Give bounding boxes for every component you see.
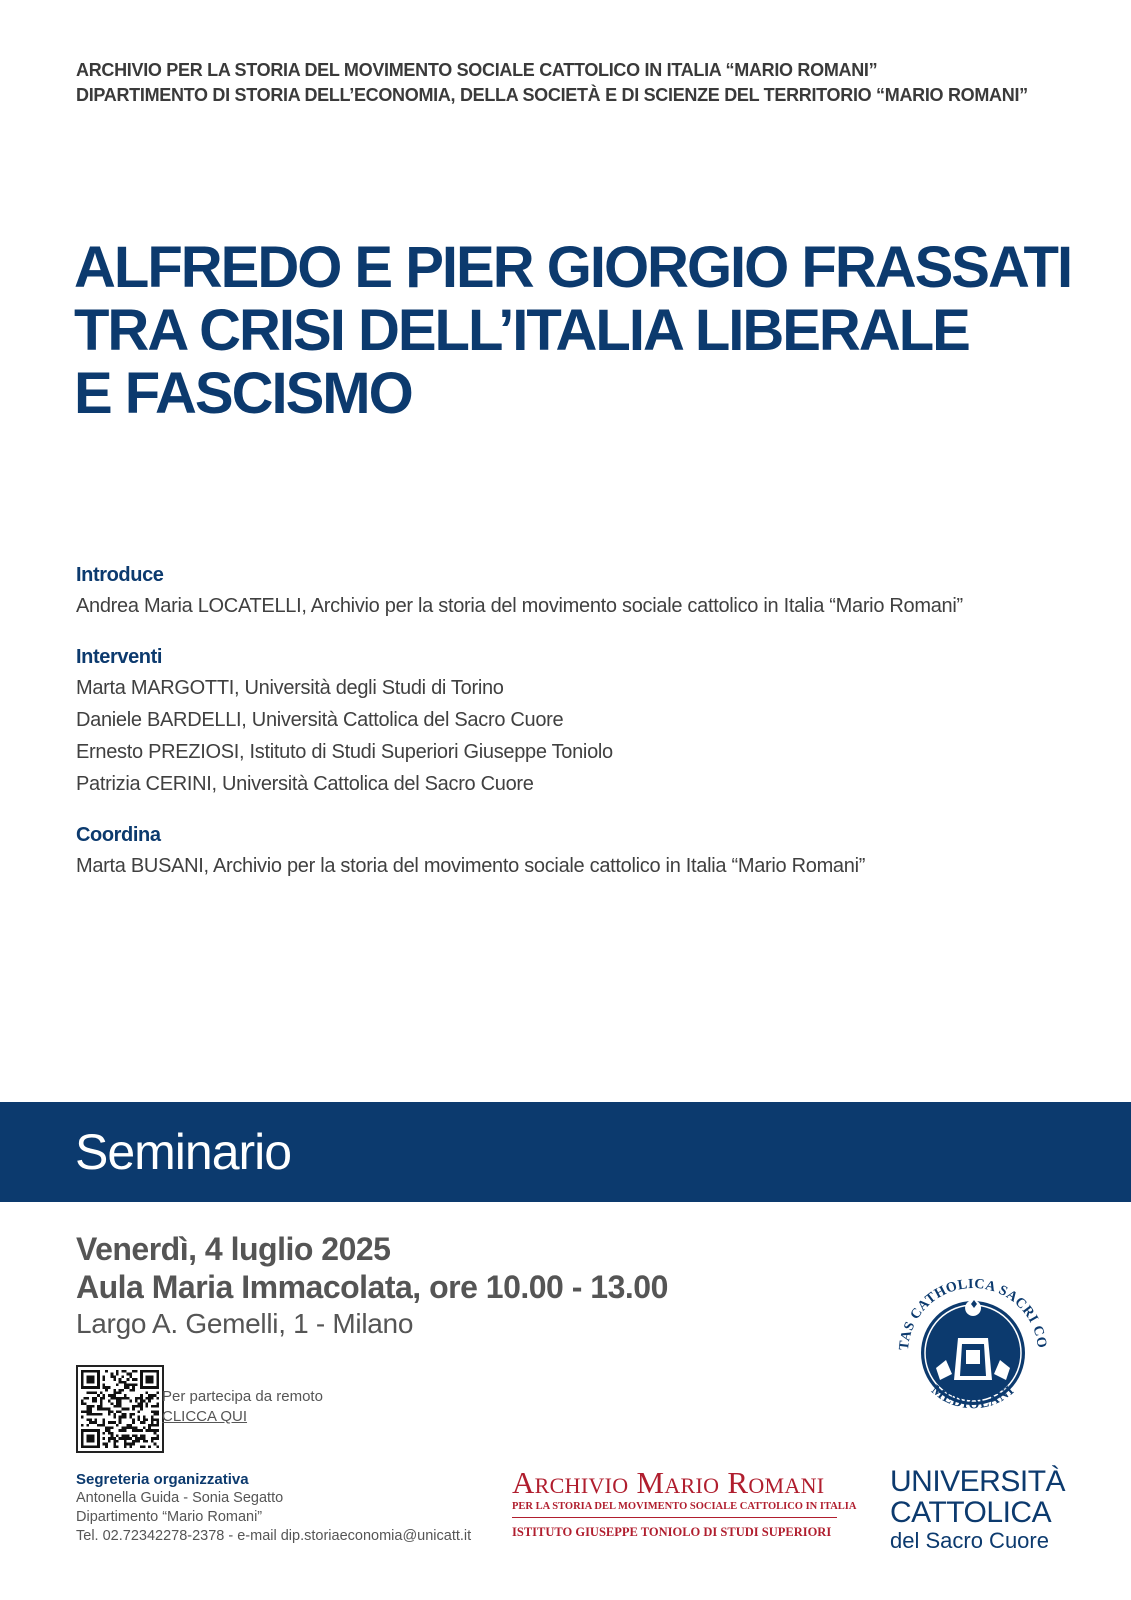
remote-text: Per partecipa da remoto [162, 1388, 323, 1405]
qr-code-icon[interactable] [76, 1365, 164, 1453]
archivio-subtitle-2: ISTITUTO GIUSEPPE TONIOLO DI STUDI SUPERIORI [512, 1525, 832, 1539]
section-label: Introduce [76, 564, 164, 586]
university-seal-icon [888, 1268, 1058, 1438]
speaker-line: Marta MARGOTTI, Università degli Studi di Torino [76, 677, 504, 699]
event-place-time: Aula Maria Immacolata, ore 10.00 - 13.00 [76, 1269, 668, 1305]
seminario-band [0, 1102, 1131, 1202]
segreteria-title: Segreteria organizzativa [76, 1471, 249, 1488]
header-line-1: ARCHIVIO PER LA STORIA DEL MOVIMENTO SOCIALE CATTOLICO IN ITALIA “MARIO ROMANI” [76, 60, 878, 80]
segreteria-contact: Tel. 02.72342278-2378 - e-mail dip.storiaeconomia@unicatt.it [76, 1528, 472, 1544]
section-introduce [76, 560, 1076, 622]
title-line-1: ALFREDO E PIER GIORGIO FRASSATI [74, 235, 1072, 300]
header [76, 58, 1028, 108]
archivio-subtitle: PER LA STORIA DEL MOVIMENTO SOCIALE CATTOLICO IN ITALIA [512, 1500, 837, 1518]
seal-text-bottom: MEDIOLANI [928, 1382, 1018, 1413]
page-title [74, 236, 1071, 425]
section-label: Coordina [76, 824, 161, 846]
ucsc-logo [890, 1466, 1065, 1554]
speaker-line: Daniele BARDELLI, Università Cattolica del Sacro Cuore [76, 709, 564, 731]
segreteria-names: Antonella Guida - Sonia Segatto [76, 1490, 284, 1506]
section-label: Interventi [76, 646, 163, 668]
speaker-line: Patrizia CERINI, Università Cattolica del Sacro Cuore [76, 773, 534, 795]
segreteria [76, 1470, 471, 1546]
title-line-2: TRA CRISI DELL’ITALIA LIBERALE [74, 298, 969, 363]
band-label: Seminario [75, 1124, 292, 1180]
speaker-line: Andrea Maria LOCATELLI, Archivio per la storia del movimento sociale cattolico in Italia “Mario Romani” [76, 595, 963, 617]
section-coordina [76, 820, 1076, 882]
speaker-line: Ernesto PREZIOSI, Istituto di Studi Superiori Giuseppe Toniolo [76, 741, 613, 763]
archivio-title: Archivio Mario Romani [512, 1465, 825, 1500]
event-date: Venerdì, 4 luglio 2025 [76, 1231, 391, 1267]
ucsc-line-1: UNIVERSITÀ [890, 1465, 1066, 1498]
remote-participation [162, 1387, 323, 1427]
event-info [76, 1230, 668, 1342]
event-address: Largo A. Gemelli, 1 - Milano [76, 1308, 414, 1339]
remote-link[interactable]: CLICCA QUI [162, 1408, 248, 1425]
seal-text-top: TAS CATHOLICA SACRI CO [896, 1276, 1049, 1351]
segreteria-dept: Dipartimento “Mario Romani” [76, 1509, 263, 1525]
title-line-3: E FASCISMO [74, 361, 412, 426]
ucsc-line-3: del Sacro Cuore [890, 1528, 1049, 1553]
archivio-mario-romani-logo [512, 1465, 857, 1542]
speaker-line: Marta BUSANI, Archivio per la storia del movimento sociale cattolico in Italia “Mario Romani” [76, 855, 866, 877]
header-line-2: DIPARTIMENTO DI STORIA DELL’ECONOMIA, DELLA SOCIETÀ E DI SCIENZE DEL TERRITORIO “MARIO ROMANI” [76, 85, 1028, 105]
program [76, 560, 1076, 902]
ucsc-line-2: CATTOLICA [890, 1496, 1052, 1529]
section-interventi [76, 642, 1076, 800]
